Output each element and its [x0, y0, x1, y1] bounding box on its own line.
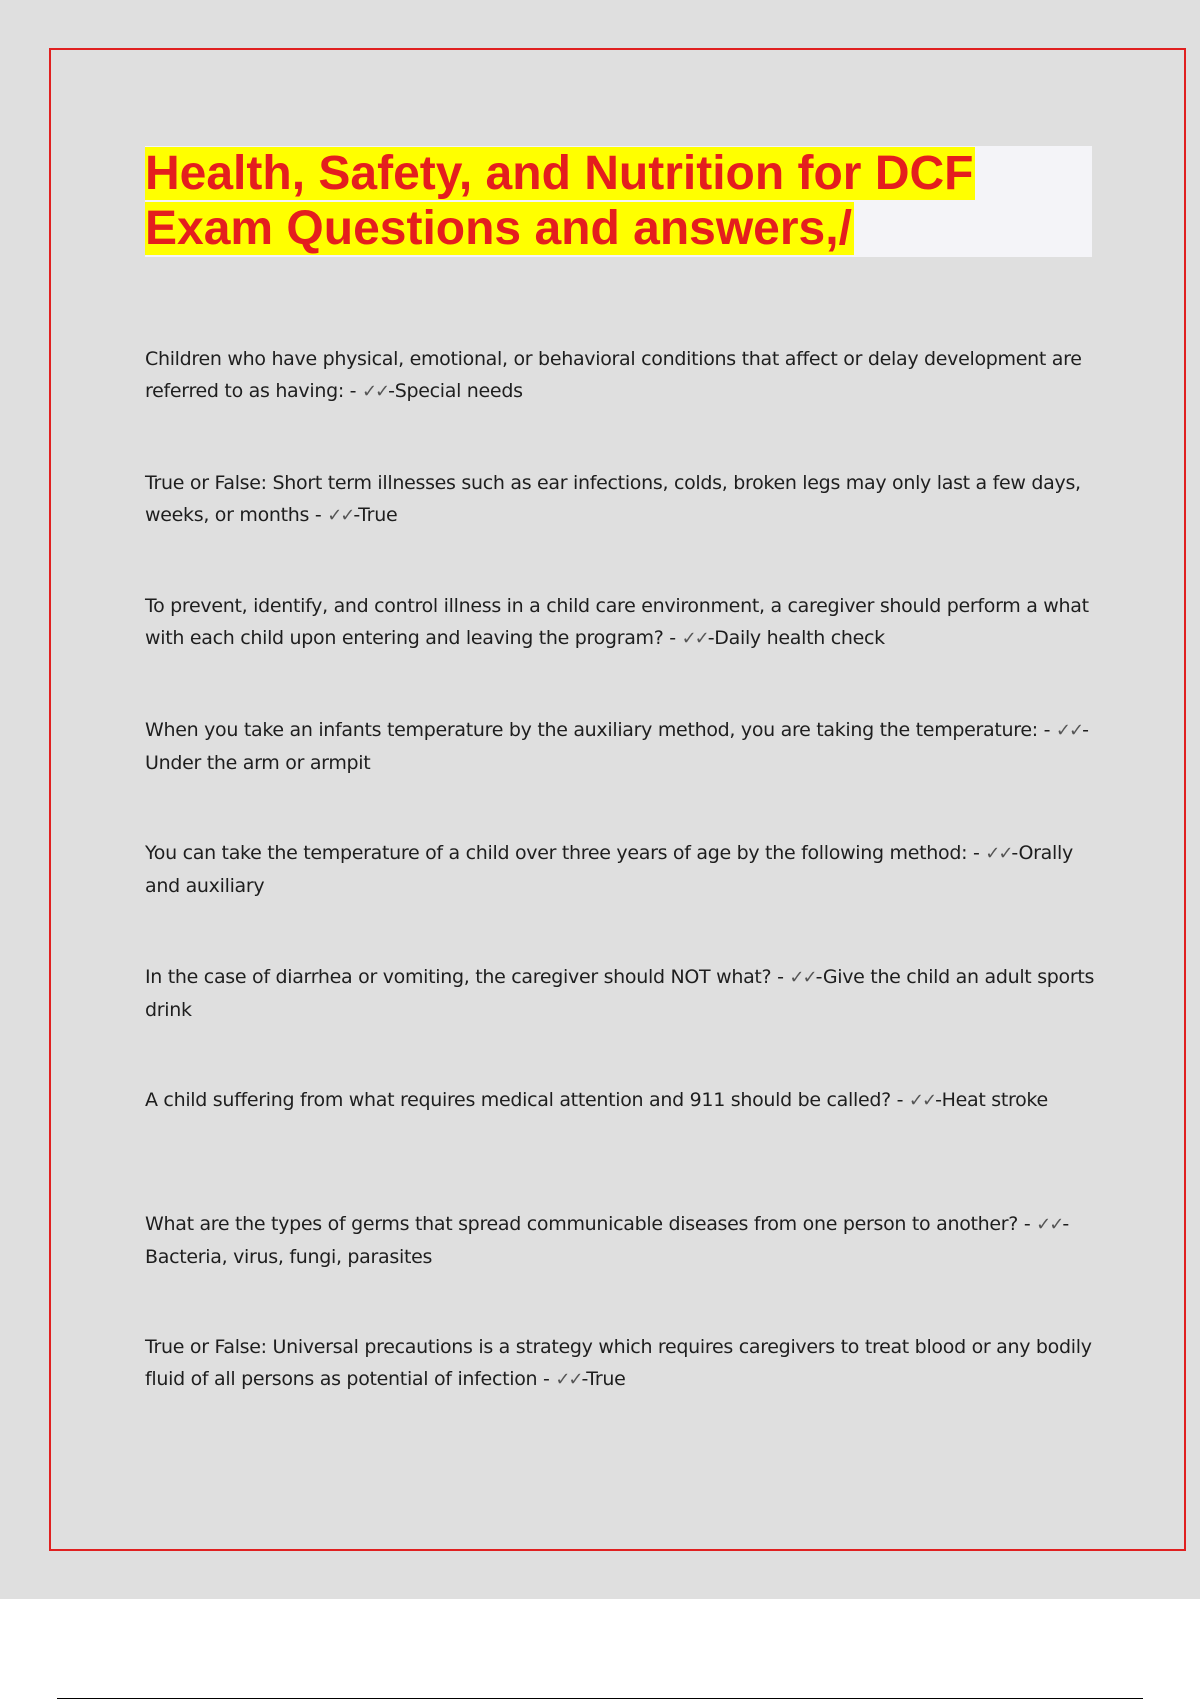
question-text: You can take the temperature of a child over three years of age by the following method: - — [145, 842, 986, 864]
double-check-icon: ✓✓ — [908, 1090, 936, 1111]
question-text: Children who have physical, emotional, or behavioral conditions that affect or delay development are referred to as having: - — [145, 348, 1082, 402]
answer-text: -Special needs — [388, 380, 523, 402]
question-text: What are the types of germs that spread communicable diseases from one person to another? - — [145, 1212, 1037, 1235]
qa-item — [145, 1208, 1095, 1332]
qa-item — [145, 1331, 1095, 1455]
footer-divider — [57, 1698, 1143, 1699]
double-check-icon: ✓✓ — [789, 966, 816, 988]
double-check-icon: ✓✓ — [681, 628, 708, 649]
question-text: To prevent, identify, and control illness in a child care environment, a caregiver should perform a what with each child upon entering and leaving the program? - — [145, 595, 1089, 649]
double-check-icon: ✓✓ — [327, 504, 354, 526]
qa-item — [145, 714, 1095, 838]
qa-item — [145, 467, 1095, 591]
document-title — [145, 146, 975, 256]
qa-item — [145, 590, 1095, 714]
qa-item — [145, 837, 1095, 961]
double-check-icon: ✓✓ — [1055, 719, 1083, 741]
answer-text: -Under the arm or armpit — [145, 718, 1089, 774]
answer-text: -Orally and auxiliary — [145, 842, 1073, 897]
answer-text: -True — [353, 503, 398, 526]
answer-text: -Daily health check — [707, 627, 885, 649]
answer-text: -True — [581, 1368, 626, 1390]
double-check-icon: ✓✓ — [555, 1369, 582, 1390]
question-text: True or False: Universal precautions is a strategy which requires caregivers to treat blood or any bodily fluid of all persons as potential of infection - — [145, 1336, 1092, 1390]
question-answer-list — [145, 343, 1095, 1455]
answer-text: -Heat stroke — [935, 1089, 1048, 1111]
question-text: In the case of diarrhea or vomiting, the caregiver should NOT what? - — [145, 965, 790, 988]
double-check-icon: ✓✓ — [1036, 1213, 1063, 1235]
answer-text: -Bacteria, virus, fungi, parasites — [145, 1212, 1069, 1268]
qa-item — [145, 1084, 1095, 1208]
answer-text: -Give the child an adult sports drink — [145, 965, 1095, 1021]
qa-item — [145, 961, 1095, 1085]
title-line-2: Exam Questions and answers,/ — [145, 202, 852, 255]
double-check-icon: ✓✓ — [361, 381, 389, 402]
question-text: A child suffering from what requires medical attention and 911 should be called? - — [145, 1089, 909, 1111]
double-check-icon: ✓✓ — [985, 843, 1012, 864]
title-line-1: Health, Safety, and Nutrition for DCF — [145, 147, 974, 200]
question-text: True or False: Short term illnesses such as ear infections, colds, broken legs may only last a few days, weeks, or months - — [145, 471, 1081, 526]
qa-item — [145, 343, 1095, 467]
question-text: When you take an infants temperature by the auxiliary method, you are taking the temperature: - — [145, 718, 1056, 741]
